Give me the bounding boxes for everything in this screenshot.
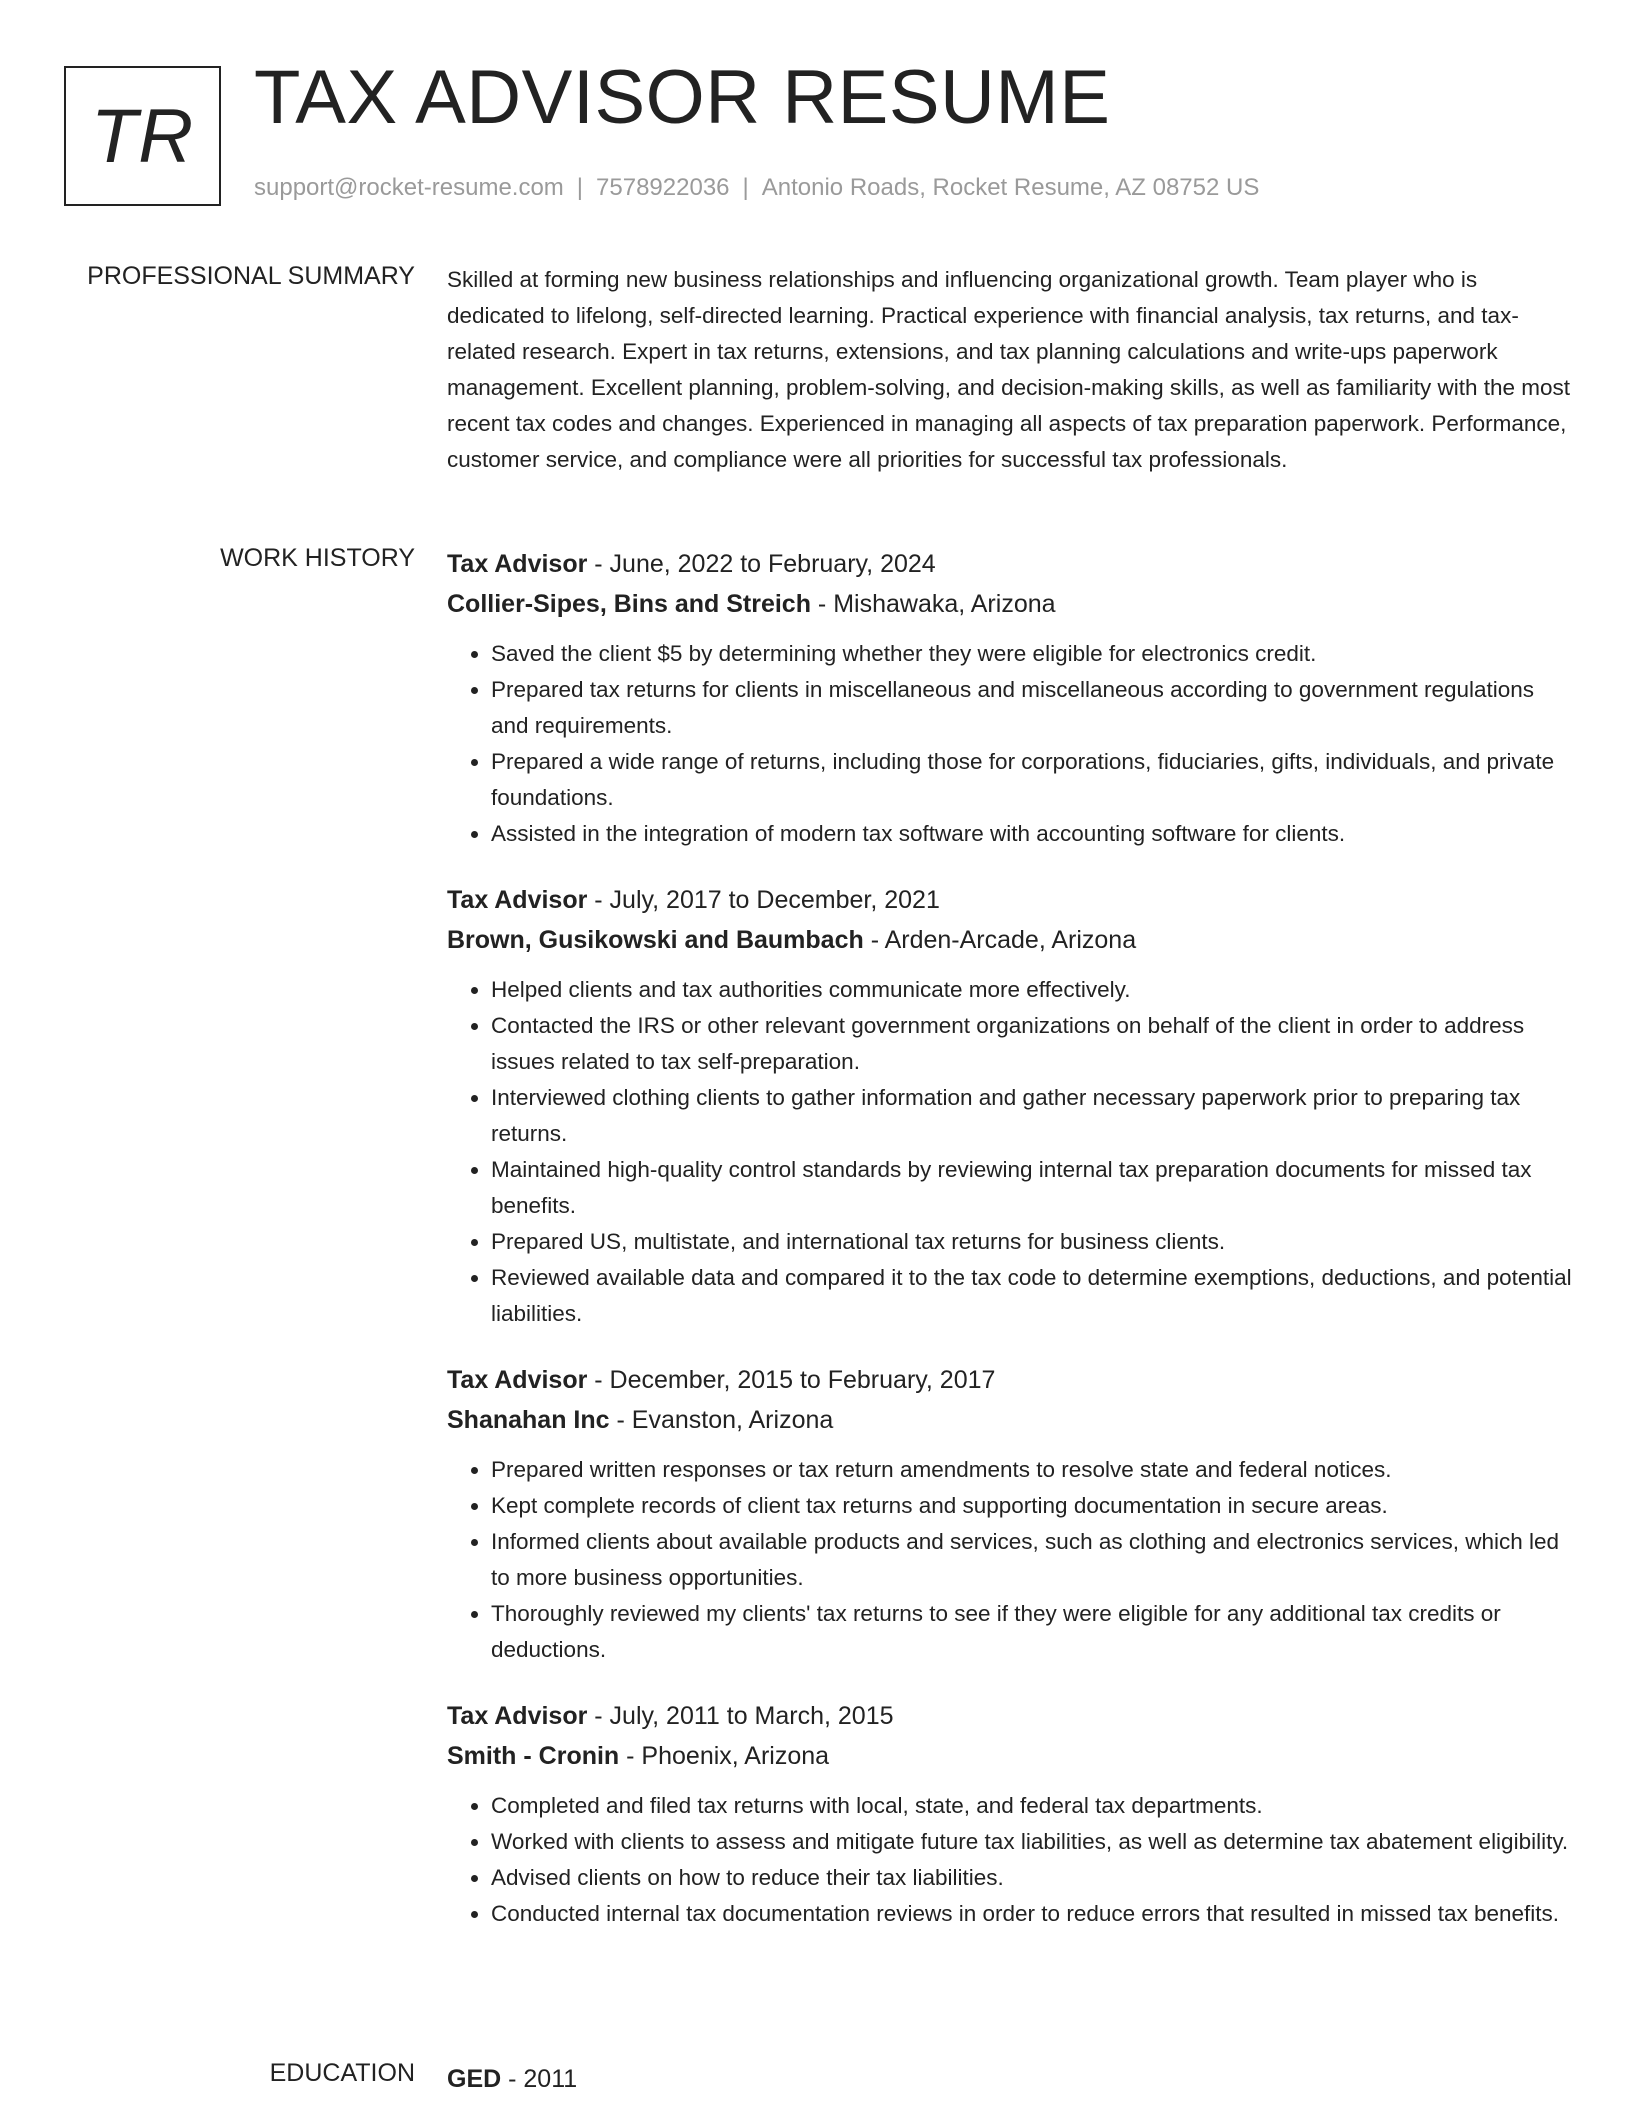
job-location: - Evanston, Arizona (609, 1406, 834, 1434)
contact-line (254, 174, 1259, 202)
monogram-box (64, 66, 221, 206)
job-dates: - July, 2011 to March, 2015 (587, 1702, 894, 1730)
job-bullet: • Assisted in the integration of modern tax software with accounting software for clients. (491, 816, 1572, 852)
education-degree: GED (447, 2065, 502, 2093)
job-title-line (447, 1696, 1572, 1736)
job-bullet: • Worked with clients to assess and mitigate future tax liabilities, as well as determine tax abatement eligibility. (491, 1824, 1572, 1860)
job-company: Collier-Sipes, Bins and Streich (447, 590, 811, 618)
job-dates: - July, 2017 to December, 2021 (587, 886, 940, 914)
job-bullet: • Completed and filed tax returns with local, state, and federal tax departments. (491, 1788, 1572, 1824)
contact-phone: 7578922036 (596, 174, 730, 201)
job-list (447, 544, 1572, 1960)
job-bullet: • Interviewed clothing clients to gather information and gather necessary paperwork prior to preparing tax returns. (491, 1080, 1572, 1152)
job-bullet-list (447, 636, 1572, 852)
job-location: - Mishawaka, Arizona (810, 590, 1056, 618)
job-bullet: • Contacted the IRS or other relevant government organizations on behalf of the client in order to address issues related to tax self-preparation. (491, 1008, 1572, 1080)
education-entry (447, 2059, 1572, 2099)
job-entry (447, 1696, 1572, 1932)
job-title-line (447, 880, 1572, 920)
job-bullet: • Informed clients about available products and services, such as clothing and electronics services, which led to more business opportunities. (491, 1524, 1572, 1596)
job-title: Tax Advisor (447, 1366, 588, 1394)
job-title: Tax Advisor (447, 550, 588, 578)
job-bullet: • Conducted internal tax documentation reviews in order to reduce errors that resulted in missed tax benefits. (491, 1896, 1572, 1932)
job-title-line (447, 544, 1572, 584)
contact-address: Antonio Roads, Rocket Resume, AZ 08752 US (761, 174, 1260, 201)
job-company: Brown, Gusikowski and Baumbach (447, 926, 864, 954)
resume-title: TAX ADVISOR RESUME (254, 55, 1111, 140)
job-bullet-list (447, 972, 1572, 1332)
summary-label: PROFESSIONAL SUMMARY (87, 262, 415, 290)
job-company-line (447, 1400, 1572, 1440)
job-dates: - December, 2015 to February, 2017 (587, 1366, 996, 1394)
job-bullet: • Maintained high-quality control standards by reviewing internal tax preparation documents for missed tax benefits. (491, 1152, 1572, 1224)
job-entry (447, 544, 1572, 852)
contact-separator: | (576, 174, 584, 201)
job-bullet: • Prepared US, multistate, and international tax returns for business clients. (491, 1224, 1572, 1260)
job-company-line (447, 1736, 1572, 1776)
job-company: Smith - Cronin (447, 1742, 620, 1770)
job-company-line (447, 920, 1572, 960)
job-bullet: • Saved the client $5 by determining whether they were eligible for electronics credit. (491, 636, 1572, 672)
job-bullet: • Thoroughly reviewed my clients' tax returns to see if they were eligible for any additional tax credits or deductions. (491, 1596, 1572, 1668)
work-history-label: WORK HISTORY (220, 544, 415, 572)
job-bullet: • Prepared written responses or tax return amendments to resolve state and federal notices. (491, 1452, 1572, 1488)
job-bullet: • Kept complete records of client tax returns and supporting documentation in secure areas. (491, 1488, 1572, 1524)
job-company: Shanahan Inc (447, 1406, 610, 1434)
job-title: Tax Advisor (447, 1702, 588, 1730)
contact-email: support@rocket-resume.com (254, 174, 564, 201)
job-title-line (447, 1360, 1572, 1400)
job-bullet: • Prepared tax returns for clients in miscellaneous and miscellaneous according to government regulations and requirements. (491, 672, 1572, 744)
job-bullet: • Advised clients on how to reduce their tax liabilities. (491, 1860, 1572, 1896)
job-bullet: • Prepared a wide range of returns, including those for corporations, fiduciaries, gifts, individuals, and private foundations. (491, 744, 1572, 816)
job-bullet: • Helped clients and tax authorities communicate more effectively. (491, 972, 1572, 1008)
education-label: EDUCATION (269, 2059, 415, 2087)
monogram-initials: TR (90, 93, 195, 179)
job-entry (447, 880, 1572, 1332)
contact-separator: | (742, 174, 749, 201)
job-title: Tax Advisor (447, 886, 588, 914)
job-location: - Arden-Arcade, Arizona (863, 926, 1137, 954)
job-location: - Phoenix, Arizona (619, 1742, 830, 1770)
job-dates: - June, 2022 to February, 2024 (587, 550, 936, 578)
job-entry (447, 1360, 1572, 1668)
job-bullet: • Reviewed available data and compared it to the tax code to determine exemptions, deductions, and potential liabilities. (491, 1260, 1572, 1332)
job-company-line (447, 584, 1572, 624)
job-bullet-list (447, 1788, 1572, 1932)
summary-text: Skilled at forming new business relationships and influencing organizational growth. Team player who is dedicated to lifelong, self-directed learning. Practical experience with financial analysis, tax returns, and tax-related research. Expert in tax returns, extensions, and tax planning calculations and write-ups paperwork management. Excellent planning, problem-solving, and decision-making skills, as well as familiarity with the most recent tax codes and changes. Experienced in managing all aspects of tax preparation paperwork. Performance, customer service, and compliance were all priorities for successful tax professionals. (447, 267, 1571, 472)
job-bullet-list (447, 1452, 1572, 1668)
education-year: - 2011 (501, 2065, 578, 2093)
